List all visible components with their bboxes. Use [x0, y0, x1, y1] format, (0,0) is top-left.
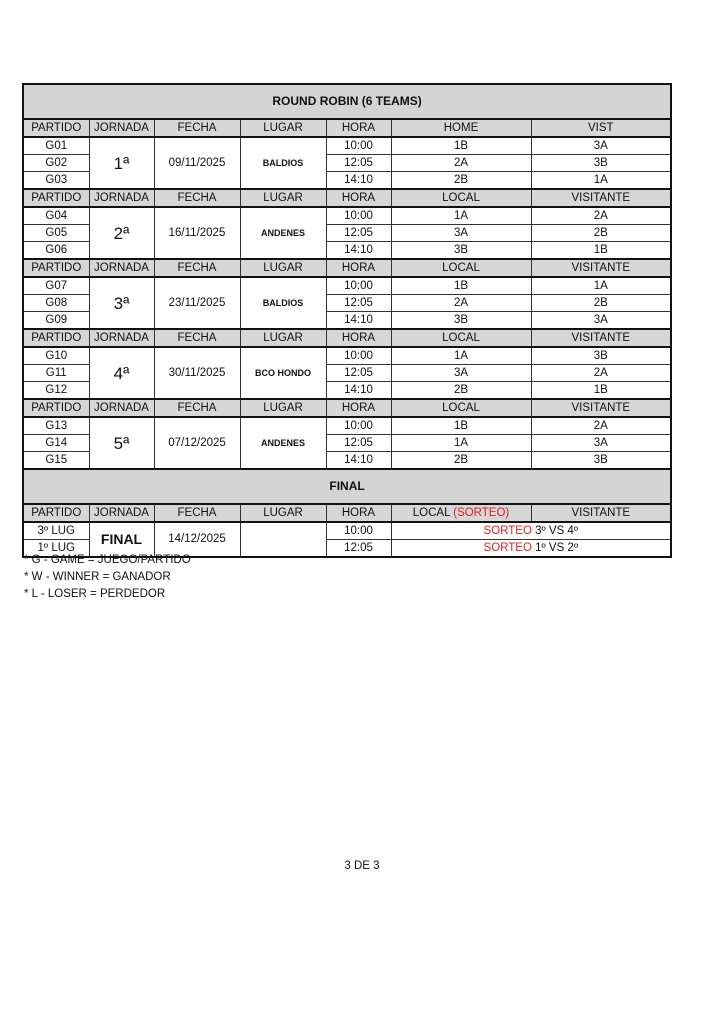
header-partido	[23, 399, 89, 417]
header-label: VIST	[588, 121, 614, 134]
header-label: PARTIDO	[31, 261, 82, 274]
header-label: FECHA	[177, 506, 217, 519]
header-hora	[326, 399, 391, 417]
header-jornada	[89, 189, 154, 207]
header-fecha	[154, 504, 240, 522]
header-label: PARTIDO	[31, 331, 82, 344]
fecha-cell: 16/11/2025	[154, 207, 240, 259]
note-game: * G - GAME = JUEGO/PARTIDO	[24, 554, 191, 566]
header-row	[23, 259, 671, 277]
jornada-cell: 1ª	[89, 137, 154, 189]
hora-cell: 10:00	[326, 207, 391, 225]
local-cell: 1B	[391, 417, 531, 435]
local-cell: 2B	[391, 382, 531, 400]
header-label: JORNADA	[94, 191, 149, 204]
visitante-cell: 3B	[531, 347, 671, 365]
header-lugar	[240, 504, 326, 522]
partido-cell: 1º LUG	[23, 540, 89, 558]
header-label: VISITANTE	[571, 191, 631, 204]
header-label: HORA	[341, 331, 376, 344]
header-label: FECHA	[177, 191, 217, 204]
header-label: LUGAR	[263, 191, 303, 204]
header-lugar	[240, 329, 326, 347]
table-title: ROUND ROBIN (6 TEAMS)	[23, 84, 671, 119]
local-cell: 2A	[391, 295, 531, 312]
schedule-table	[22, 83, 672, 558]
header-lugar	[240, 119, 326, 137]
fecha-cell: 09/11/2025	[154, 137, 240, 189]
header-partido	[23, 119, 89, 137]
local-cell: 1B	[391, 137, 531, 155]
schedule-sheet	[22, 83, 670, 558]
lugar-cell	[240, 522, 326, 557]
header-partido	[23, 259, 89, 277]
lugar-cell: BCO HONDO	[240, 347, 326, 399]
page-number: 3 DE 3	[344, 860, 380, 872]
local-cell: 2B	[391, 172, 531, 190]
visitante-cell: 2A	[531, 417, 671, 435]
visitante-cell: 3A	[531, 435, 671, 452]
header-label: VISITANTE	[571, 506, 631, 519]
visitante-cell: 3B	[531, 155, 671, 172]
header-fecha	[154, 399, 240, 417]
matchup-label: 1º VS 2º	[531, 541, 579, 554]
header-visitante	[531, 399, 671, 417]
header-jornada	[89, 259, 154, 277]
hora-cell: 14:10	[326, 312, 391, 330]
header-label: LUGAR	[263, 261, 303, 274]
header-visitante	[531, 189, 671, 207]
header-row	[23, 189, 671, 207]
visitante-cell: 2A	[531, 207, 671, 225]
header-local	[391, 399, 531, 417]
header-label: FECHA	[177, 331, 217, 344]
header-row	[23, 399, 671, 417]
header-label: HORA	[341, 401, 376, 414]
header-label: LUGAR	[263, 331, 303, 344]
header-local	[391, 189, 531, 207]
final-title-row	[23, 469, 671, 504]
visitante-cell: 3B	[531, 452, 671, 470]
header-label: LOCAL	[442, 191, 480, 204]
local-cell: 1B	[391, 277, 531, 295]
header-label: JORNADA	[94, 401, 149, 414]
header-local	[391, 259, 531, 277]
visitante-cell: 3A	[531, 137, 671, 155]
header-label: JORNADA	[94, 331, 149, 344]
partido-cell: G13	[23, 417, 89, 435]
header-visitante	[531, 329, 671, 347]
header-label: VISITANTE	[571, 261, 631, 274]
local-cell: 1A	[391, 207, 531, 225]
hora-cell: 12:05	[326, 225, 391, 242]
header-label: LUGAR	[263, 401, 303, 414]
hora-cell: 10:00	[326, 137, 391, 155]
header-label: FECHA	[177, 401, 217, 414]
header-label: FECHA	[177, 261, 217, 274]
partido-cell: G12	[23, 382, 89, 400]
partido-cell: G05	[23, 225, 89, 242]
visitante-cell: 3A	[531, 312, 671, 330]
header-fecha	[154, 259, 240, 277]
header-label: HORA	[341, 121, 376, 134]
hora-cell: 12:05	[326, 540, 391, 558]
header-partido	[23, 189, 89, 207]
fecha-cell: 30/11/2025	[154, 347, 240, 399]
local-cell: 2B	[391, 452, 531, 470]
partido-cell: G03	[23, 172, 89, 190]
header-visitante	[531, 119, 671, 137]
header-jornada	[89, 504, 154, 522]
header-hora	[326, 329, 391, 347]
header-local	[391, 119, 531, 137]
sorteo-note: (SORTEO)	[453, 506, 510, 519]
visitante-cell: 2B	[531, 225, 671, 242]
visitante-cell: 1A	[531, 277, 671, 295]
hora-cell: 14:10	[326, 172, 391, 190]
hora-cell: 10:00	[326, 417, 391, 435]
final-row	[23, 522, 671, 540]
hora-cell: 12:05	[326, 295, 391, 312]
sorteo-label: SORTEO	[483, 524, 532, 537]
header-local	[391, 329, 531, 347]
partido-cell: G06	[23, 242, 89, 260]
notes	[24, 552, 191, 603]
fecha-cell: 23/11/2025	[154, 277, 240, 329]
sorteo-label: SORTEO	[483, 541, 532, 554]
fecha-cell: 14/12/2025	[154, 522, 240, 557]
partido-cell: G07	[23, 277, 89, 295]
fecha-cell: 07/12/2025	[154, 417, 240, 469]
hora-cell: 10:00	[326, 522, 391, 540]
header-jornada	[89, 329, 154, 347]
local-cell: 3B	[391, 242, 531, 260]
final-title: FINAL	[23, 469, 671, 504]
header-label: LUGAR	[263, 506, 303, 519]
partido-cell: G15	[23, 452, 89, 470]
lugar-cell: ANDENES	[240, 417, 326, 469]
header-label: LOCAL	[442, 401, 480, 414]
header-label: VISITANTE	[571, 331, 631, 344]
header-label: HORA	[341, 191, 376, 204]
lugar-cell: BALDIOS	[240, 277, 326, 329]
header-label: PARTIDO	[31, 401, 82, 414]
hora-cell: 12:05	[326, 435, 391, 452]
partido-cell: 3º LUG	[23, 522, 89, 540]
header-label: LUGAR	[263, 121, 303, 134]
partido-cell: G09	[23, 312, 89, 330]
lugar-cell: BALDIOS	[240, 137, 326, 189]
header-label: JORNADA	[94, 506, 149, 519]
header-label: PARTIDO	[31, 506, 82, 519]
header-row	[23, 119, 671, 137]
header-partido	[23, 329, 89, 347]
partido-cell: G02	[23, 155, 89, 172]
hora-cell: 12:05	[326, 155, 391, 172]
header-row	[23, 504, 671, 522]
partido-cell: G04	[23, 207, 89, 225]
partido-cell: G01	[23, 137, 89, 155]
header-jornada	[89, 399, 154, 417]
header-visitante	[531, 259, 671, 277]
title-row	[23, 84, 671, 119]
table-row	[23, 417, 671, 435]
header-row	[23, 329, 671, 347]
header-jornada	[89, 119, 154, 137]
header-lugar	[240, 259, 326, 277]
jornada-cell: 3ª	[89, 277, 154, 329]
note-loser: * L - LOSER = PERDEDOR	[24, 588, 166, 600]
header-hora	[326, 504, 391, 522]
visitante-cell: 2B	[531, 295, 671, 312]
matchup-cell	[391, 522, 671, 540]
header-label: HORA	[341, 261, 376, 274]
jornada-cell: 2ª	[89, 207, 154, 259]
hora-cell: 14:10	[326, 452, 391, 470]
hora-cell: 10:00	[326, 347, 391, 365]
partido-cell: G08	[23, 295, 89, 312]
table-row	[23, 277, 671, 295]
header-label: PARTIDO	[31, 121, 82, 134]
partido-cell: G10	[23, 347, 89, 365]
lugar-cell: ANDENES	[240, 207, 326, 259]
header-visitante	[531, 504, 671, 522]
table-row	[23, 137, 671, 155]
partido-cell: G14	[23, 435, 89, 452]
hora-cell: 14:10	[326, 242, 391, 260]
matchup-label: 3º VS 4º	[531, 524, 579, 537]
local-cell: 1A	[391, 347, 531, 365]
visitante-cell: 1B	[531, 242, 671, 260]
header-lugar	[240, 399, 326, 417]
header-label: HORA	[341, 506, 376, 519]
table-row	[23, 207, 671, 225]
local-cell: 1A	[391, 435, 531, 452]
partido-cell: G11	[23, 365, 89, 382]
header-hora	[326, 189, 391, 207]
header-fecha	[154, 329, 240, 347]
header-label: LOCAL	[442, 261, 480, 274]
header-partido	[23, 504, 89, 522]
header-hora	[326, 259, 391, 277]
header-label: VISITANTE	[571, 401, 631, 414]
jornada-cell: 4ª	[89, 347, 154, 399]
header-label: HOME	[443, 121, 479, 134]
header-label: LOCAL	[412, 506, 454, 519]
hora-cell: 14:10	[326, 382, 391, 400]
visitante-cell: 1B	[531, 382, 671, 400]
local-cell: 3A	[391, 365, 531, 382]
header-label: FECHA	[177, 121, 217, 134]
header-label: PARTIDO	[31, 191, 82, 204]
table-row	[23, 347, 671, 365]
header-label: JORNADA	[94, 121, 149, 134]
header-fecha	[154, 189, 240, 207]
local-cell: 3A	[391, 225, 531, 242]
matchup-cell	[391, 540, 671, 558]
jornada-cell: FINAL	[89, 522, 154, 557]
hora-cell: 10:00	[326, 277, 391, 295]
header-fecha	[154, 119, 240, 137]
jornada-cell: 5ª	[89, 417, 154, 469]
header-hora	[326, 119, 391, 137]
hora-cell: 12:05	[326, 365, 391, 382]
visitante-cell: 2A	[531, 365, 671, 382]
header-label: JORNADA	[94, 261, 149, 274]
visitante-cell: 1A	[531, 172, 671, 190]
local-cell: 2A	[391, 155, 531, 172]
header-local	[391, 504, 531, 522]
local-cell: 3B	[391, 312, 531, 330]
note-winner: * W - WINNER = GANADOR	[24, 571, 171, 583]
header-label: LOCAL	[442, 331, 480, 344]
header-lugar	[240, 189, 326, 207]
